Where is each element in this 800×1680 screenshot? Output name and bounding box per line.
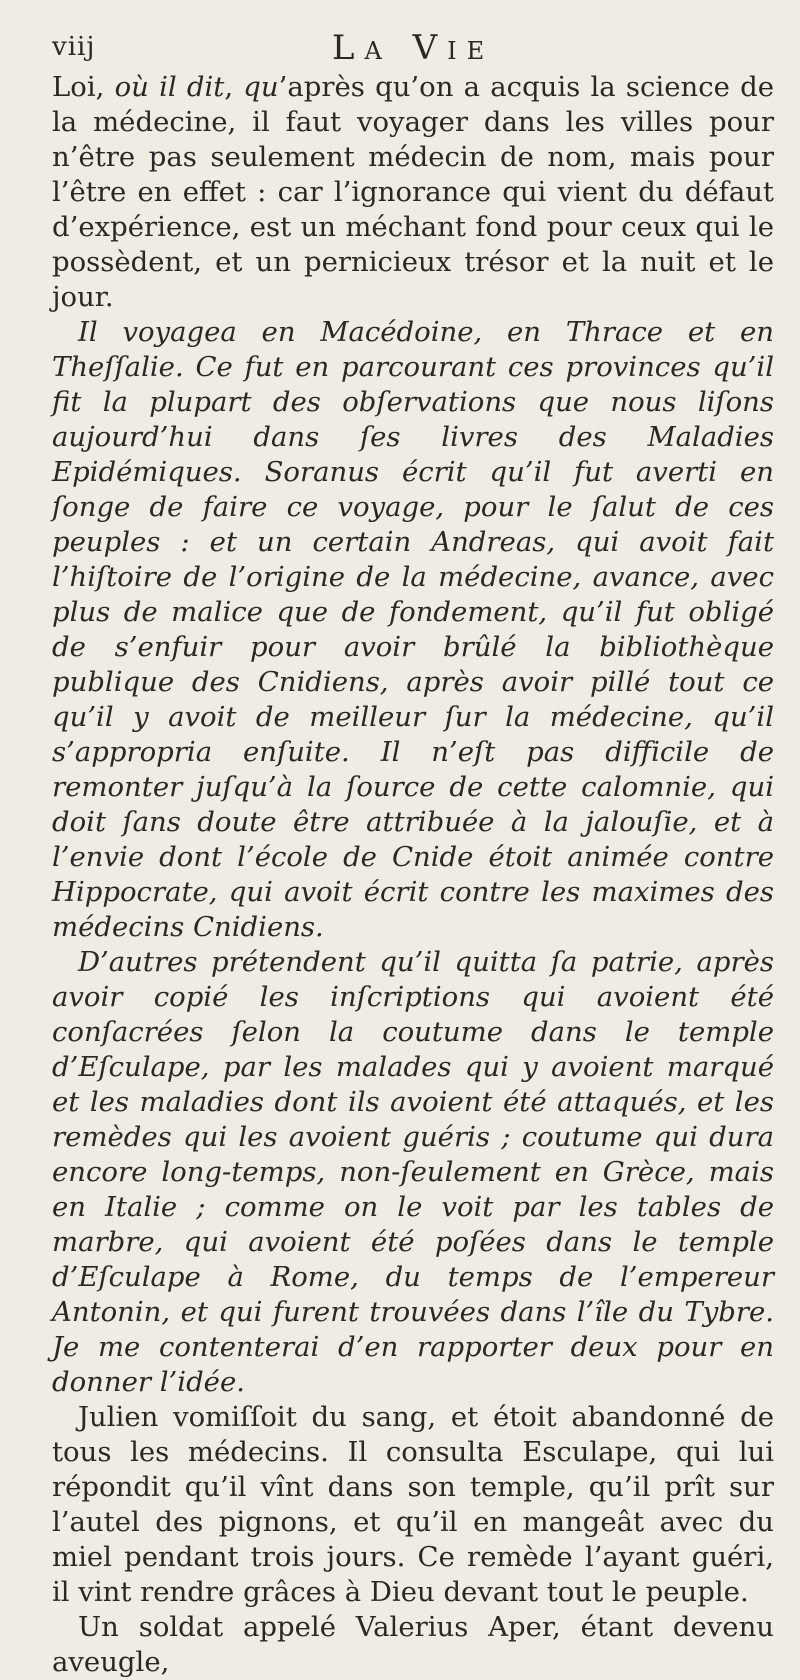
paragraph — [52, 315, 774, 945]
text-run: Un soldat appelé Valerius Aper, étant devenu aveugle, — [52, 1611, 774, 1678]
paragraph — [52, 70, 774, 315]
book-page — [52, 18, 774, 1680]
paragraph — [52, 1400, 774, 1610]
body-text — [52, 70, 774, 1680]
italic-text-run: qu — [243, 71, 279, 103]
text-run: Loi, — [52, 71, 115, 103]
text-run: ’après qu’on a acquis la science de la médecine, il faut voyager dans les villes pour n’être pas seulement médecin de nom, mais pour l’être en effet : car l’ignorance qui vient du défaut d’expérience, est un méchant fond pour ceux qui le possèdent, et un pernicieux trésor et la nuit et le jour. — [52, 71, 774, 313]
text-run: , — [224, 71, 244, 103]
paragraph — [52, 945, 774, 1400]
page-number: viij — [52, 32, 96, 62]
italic-text-run: Il voyagea en Macédoine, en Thrace et en Theſſalie. Ce fut en parcourant ces provinces qu’il fit la plupart des obſervations que nous liſons aujourd’hui dans ſes livres des Maladies Epidémiques. Soranus écrit qu’il fut averti en ſonge de faire ce voyage, pour le ſalut de ces peuples : et un certain Andreas, qui avoit fait l’hiſtoire de l’origine de la médecine, avance, avec plus de malice que de fondement, qu’il fut obligé de s’enfuir pour avoir brûlé la bibliothèque publique des Cnidiens, après avoir pillé tout ce qu’il y avoit de meilleur ſur la médecine, qu’il s’appropria enſuite. Il n’eſt pas difficile de remonter juſqu’à la ſource de cette calomnie, qui doit ſans doute être attribuée à la jalouſie, et à l’envie dont l’école de Cnide étoit animée contre Hippocrate, qui avoit écrit contre les maximes des médecins Cnidiens. — [52, 316, 774, 943]
text-run: Julien vomiſſoit du sang, et étoit abandonné de tous les médecins. Il consulta Esculape, qui lui répondit qu’il vînt dans son temple, qu’il prît sur l’autel des pignons, et qu’il en mangeât avec du miel pendant trois jours. Ce remède l’ayant guéri, il vint rendre grâces à Dieu devant tout le peuple. — [52, 1401, 774, 1608]
italic-text-run: D’autres prétendent qu’il quitta ſa patrie, après avoir copié les inſcriptions qui avoient été conſacrées ſelon la coutume dans le temple d’Eſculape, par les malades qui y avoient marqué et les maladies dont ils avoient été attaqués, et les remèdes qui les avoient guéris ; coutume qui dura encore long-temps, non-ſeulement en Grèce, mais en Italie ; comme on le voit par les tables de marbre, qui avoient été poſées dans le temple d’Eſculape à Rome, du temps de l’empereur Antonin, et qui furent trouvées dans l’île du Tybre. Je me contenterai d’en rapporter deux pour en donner l’idée. — [52, 946, 774, 1398]
italic-text-run: où il dit — [114, 71, 225, 103]
paragraph — [52, 1610, 774, 1680]
running-title: La Vie — [331, 28, 495, 68]
running-head — [52, 18, 774, 70]
